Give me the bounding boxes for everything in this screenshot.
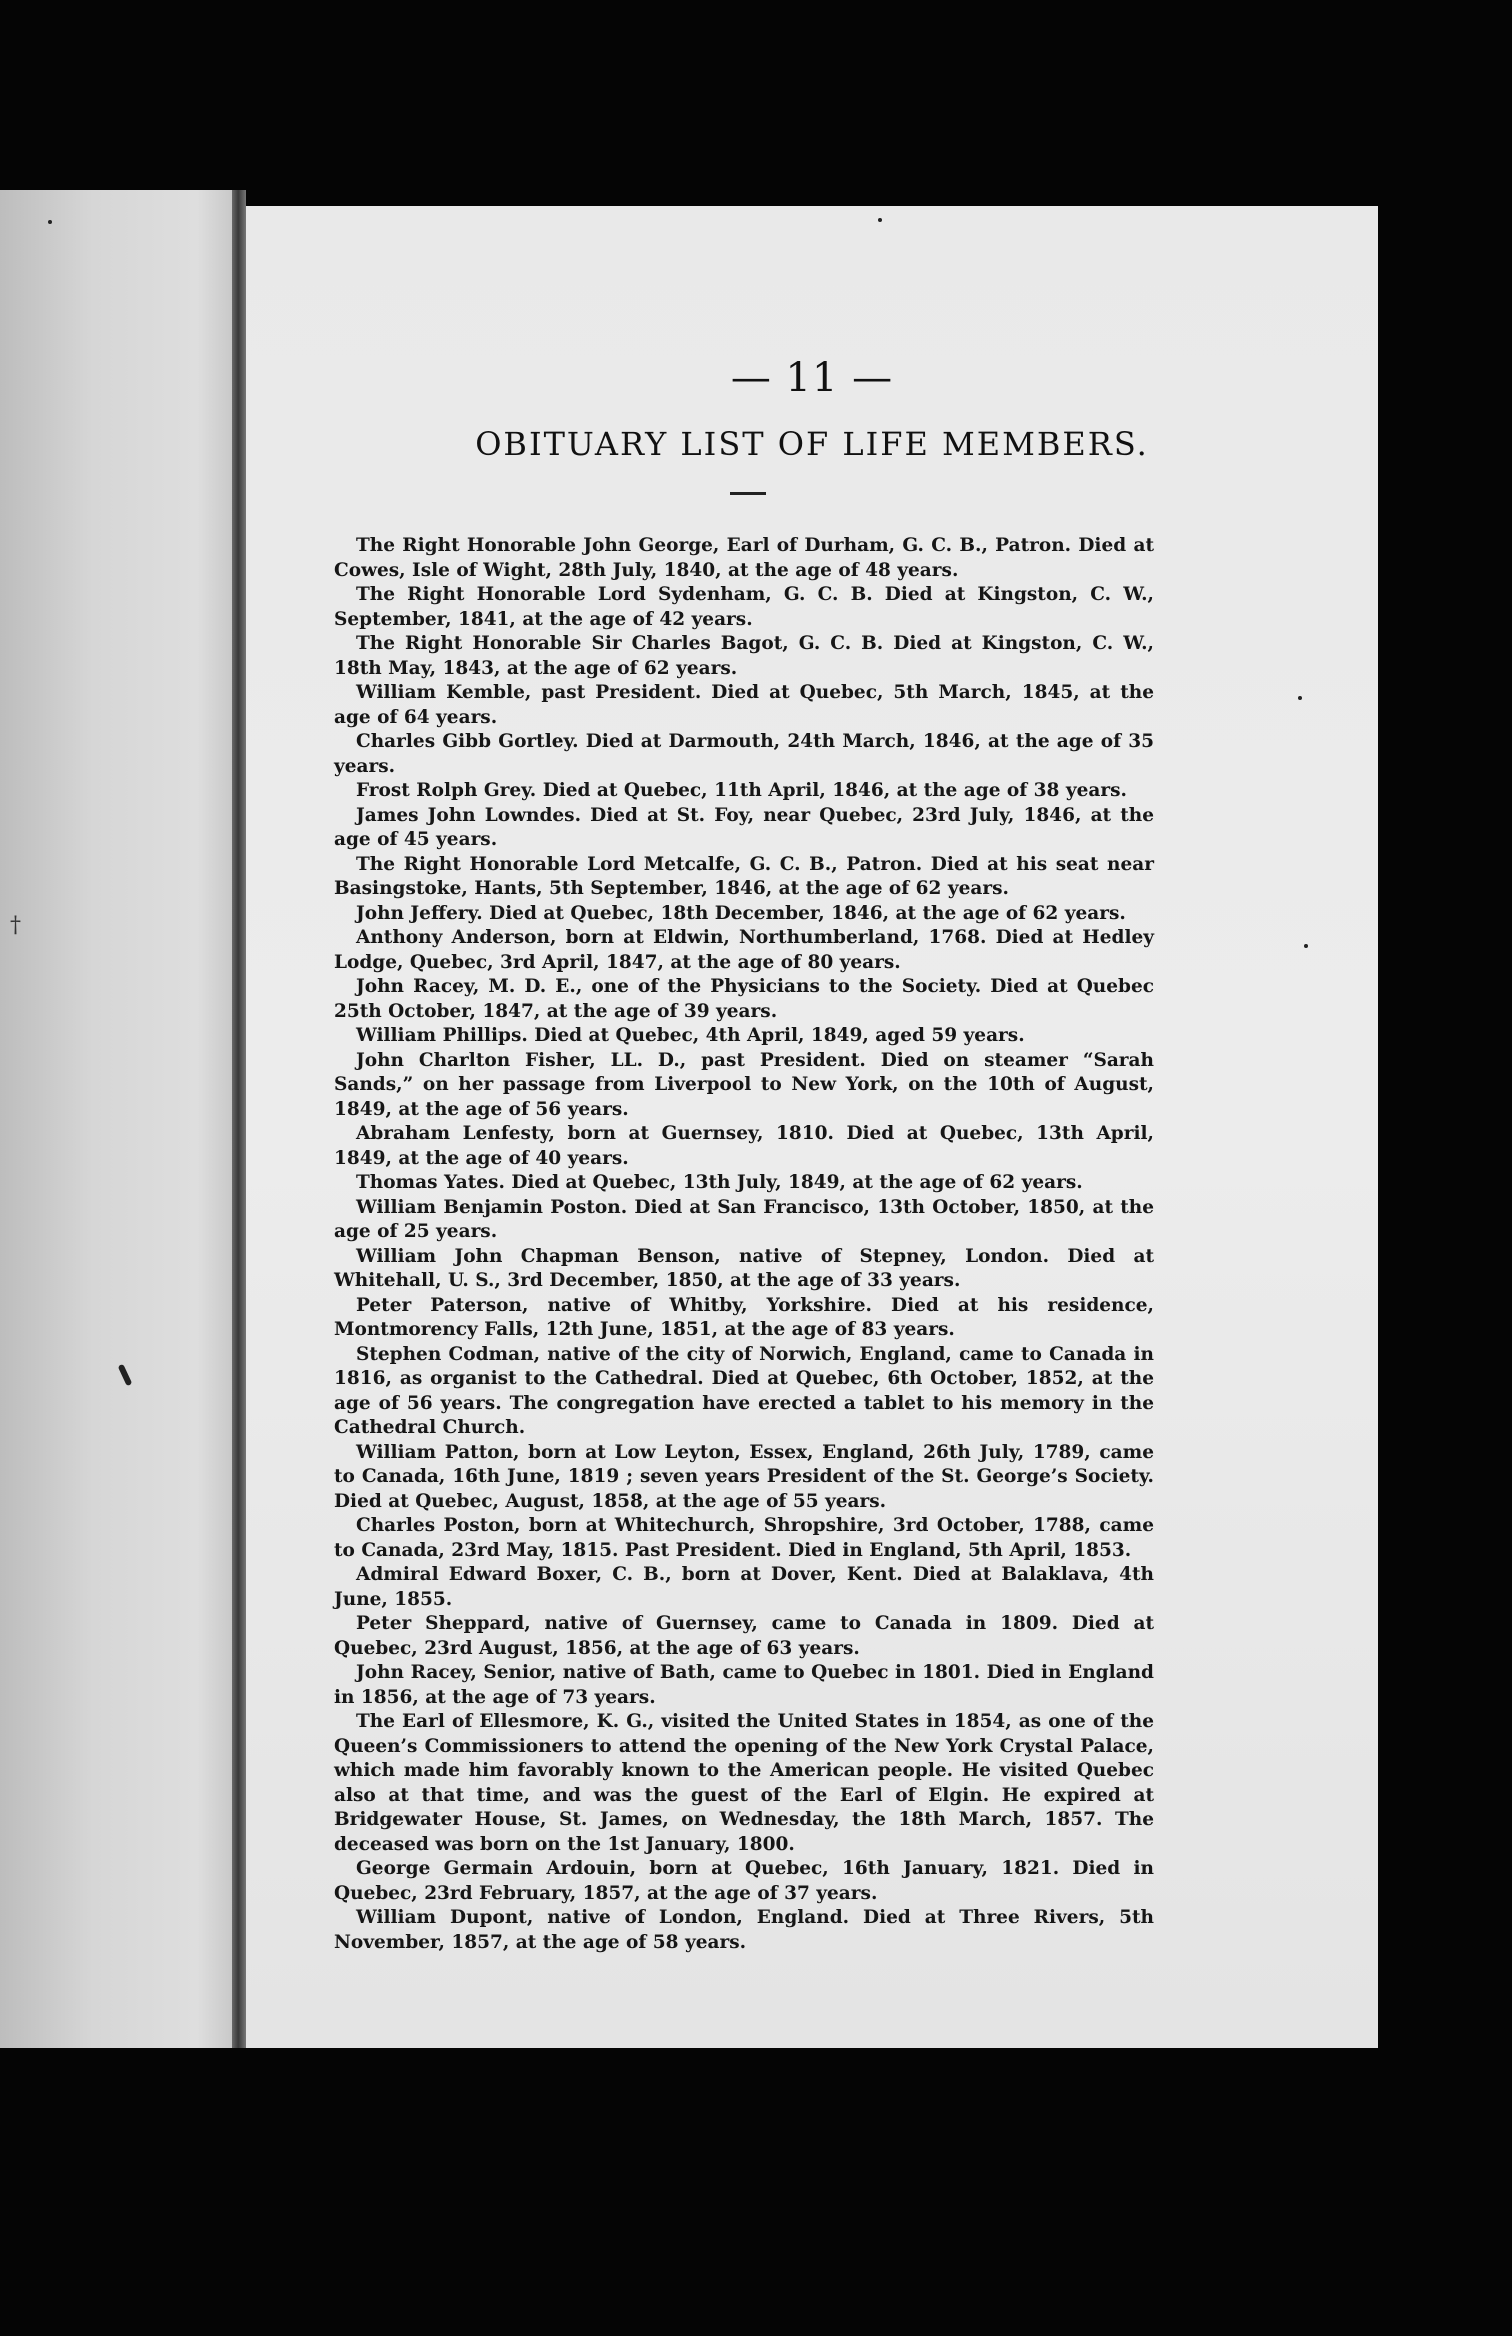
list-item: Admiral Edward Boxer, C. B., born at Dover, Kent. Died at Balaklava, 4th June, 1855. <box>334 1564 1154 1610</box>
list-item: William Benjamin Poston. Died at San Francisco, 13th October, 1850, at the age of 25 years. <box>334 1196 1154 1242</box>
list-item: John Racey, M. D. E., one of the Physicians to the Society. Died at Quebec 25th October, 1847, at the age of 39 years. <box>334 976 1154 1022</box>
list-item: The Right Honorable Sir Charles Bagot, G. C. B. Died at Kingston, C. W., 18th May, 1843, at the age of 62 years. <box>334 633 1154 679</box>
obituary-list <box>334 534 1154 1955</box>
list-item: Thomas Yates. Died at Quebec, 13th July, 1849, at the age of 62 years. <box>356 1172 1083 1193</box>
ink-speck <box>878 218 882 222</box>
page-number: — 11 — <box>730 355 894 401</box>
list-item: William Dupont, native of London, England. Died at Three Rivers, 5th November, 1857, at the age of 58 years. <box>334 1907 1154 1953</box>
margin-dagger-mark: † <box>10 913 21 938</box>
list-item: The Earl of Ellesmore, K. G., visited the United States in 1854, as one of the Queen’s Commissioners to attend the opening of the New York Crystal Palace, which made him favorably known to the American people. He visited Quebec also at that time, and was the guest of the Earl of Elgin. He expired at Bridgewater House, St. James, on Wednesday, the 18th March, 1857. The deceased was born on the 1st January, 1800. <box>334 1711 1154 1855</box>
page-title: OBITUARY LIST OF LIFE MEMBERS. <box>475 425 1149 463</box>
list-item: Anthony Anderson, born at Eldwin, Northumberland, 1768. Died at Hedley Lodge, Quebec, 3rd April, 1847, at the age of 80 years. <box>334 927 1154 973</box>
list-item: Abraham Lenfesty, born at Guernsey, 1810. Died at Quebec, 13th April, 1849, at the age of 40 years. <box>334 1123 1154 1169</box>
list-item: George Germain Ardouin, born at Quebec, 16th January, 1821. Died in Quebec, 23rd February, 1857, at the age of 37 years. <box>334 1858 1154 1904</box>
left-page-edge <box>0 190 232 2048</box>
list-item: John Jeffery. Died at Quebec, 18th December, 1846, at the age of 62 years. <box>356 902 1126 924</box>
list-item: Frost Rolph Grey. Died at Quebec, 11th April, 1846, at the age of 38 years. <box>356 780 1127 801</box>
list-item: William Kemble, past President. Died at Quebec, 5th March, 1845, at the age of 64 years. <box>334 682 1154 728</box>
list-item: William John Chapman Benson, native of Stepney, London. Died at Whitehall, U. S., 3rd December, 1850, at the age of 33 years. <box>334 1245 1154 1291</box>
title-rule <box>730 492 766 495</box>
list-item: Charles Poston, born at Whitechurch, Shropshire, 3rd October, 1788, came to Canada, 23rd May, 1815. Past President. Died in England, 5th April, 1853. <box>334 1515 1154 1561</box>
list-item: The Right Honorable Lord Metcalfe, G. C. B., Patron. Died at his seat near Basingstoke, Hants, 5th September, 1846, at the age of 62 years. <box>334 853 1154 899</box>
list-item: Peter Sheppard, native of Guernsey, came to Canada in 1809. Died at Quebec, 23rd August, 1856, at the age of 63 years. <box>334 1613 1154 1659</box>
list-item: William Patton, born at Low Leyton, Essex, England, 26th July, 1789, came to Canada, 16th June, 1819 ; seven years President of the St. George’s Society. Died at Quebec, August, 1858, at the age of 55 years. <box>334 1441 1154 1512</box>
document-page <box>246 206 1378 2048</box>
page-gutter <box>232 190 246 2048</box>
list-item: James John Lowndes. Died at St. Foy, near Quebec, 23rd July, 1846, at the age of 45 years. <box>334 804 1154 850</box>
list-item: John Charlton Fisher, LL. D., past President. Died on steamer “Sarah Sands,” on her passage from Liverpool to New York, on the 10th of August, 1849, at the age of 56 years. <box>334 1049 1154 1120</box>
list-item: The Right Honorable John George, Earl of Durham, G. C. B., Patron. Died at Cowes, Isle of Wight, 28th July, 1840, at the age of 48 years. <box>334 535 1154 581</box>
ink-speck <box>1298 696 1302 700</box>
list-item: Peter Paterson, native of Whitby, Yorkshire. Died at his residence, Montmorency Falls, 12th June, 1851, at the age of 83 years. <box>334 1294 1154 1340</box>
ink-speck <box>1304 944 1308 948</box>
ink-speck <box>48 220 52 224</box>
list-item: John Racey, Senior, native of Bath, came to Quebec in 1801. Died in England in 1856, at the age of 73 years. <box>334 1662 1154 1708</box>
list-item: Stephen Codman, native of the city of Norwich, England, came to Canada in 1816, as organist to the Cathedral. Died at Quebec, 6th October, 1852, at the age of 56 years. The congregation have erected a tablet to his memory in the Cathedral Church. <box>334 1343 1154 1438</box>
list-item: William Phillips. Died at Quebec, 4th April, 1849, aged 59 years. <box>356 1025 1025 1046</box>
list-item: Charles Gibb Gortley. Died at Darmouth, 24th March, 1846, at the age of 35 years. <box>334 731 1154 777</box>
list-item: The Right Honorable Lord Sydenham, G. C. B. Died at Kingston, C. W., September, 1841, at the age of 42 years. <box>334 584 1154 630</box>
